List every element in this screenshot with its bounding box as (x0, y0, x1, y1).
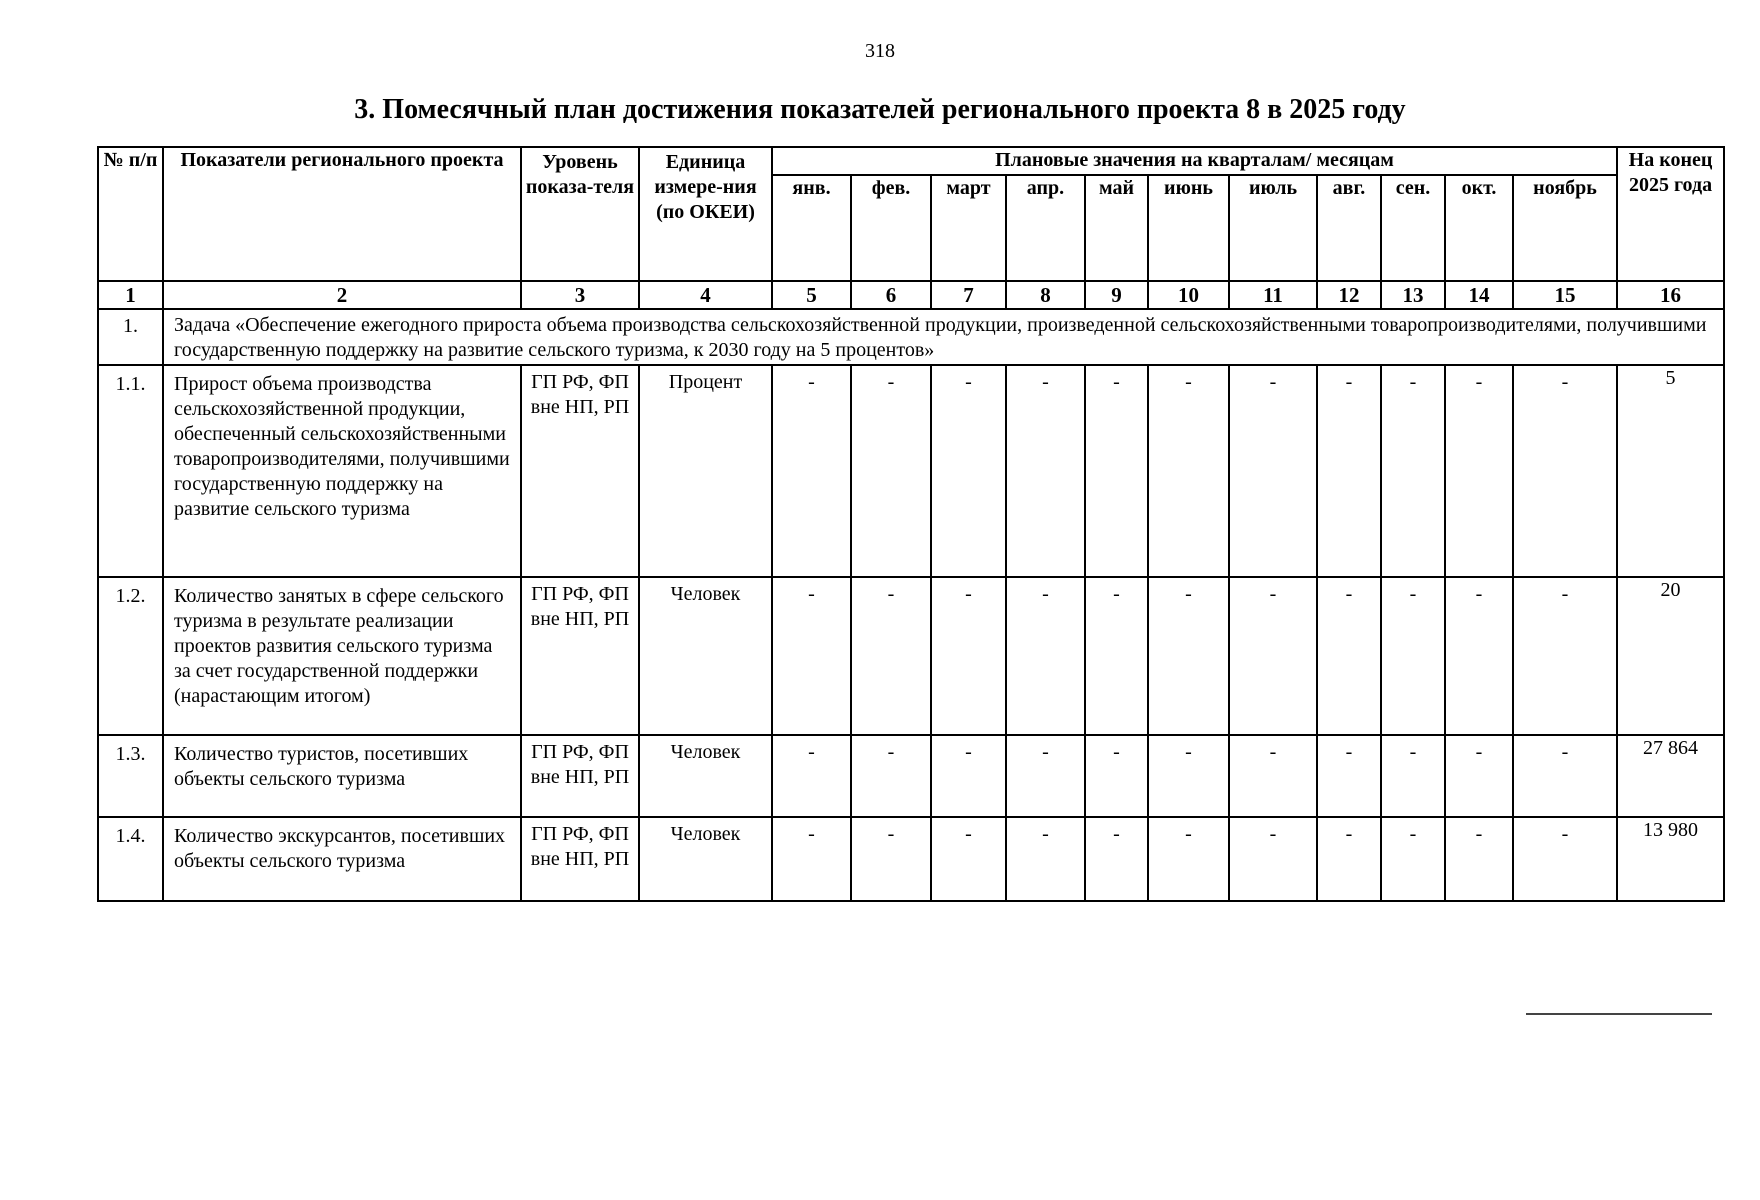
column-number: 9 (1085, 281, 1148, 309)
month-value: - (1445, 735, 1513, 817)
end-of-year-value: 20 (1617, 577, 1724, 735)
column-number: 7 (931, 281, 1006, 309)
header-month: июнь (1148, 175, 1229, 281)
month-value: - (931, 735, 1006, 817)
indicator-unit: Человек (639, 577, 772, 735)
month-value: - (1148, 817, 1229, 901)
header-month: янв. (772, 175, 851, 281)
header-end-of-year: На конец 2025 года (1617, 147, 1724, 281)
column-number: 3 (521, 281, 639, 309)
month-value: - (1006, 735, 1085, 817)
column-number: 10 (1148, 281, 1229, 309)
month-value: - (772, 735, 851, 817)
header-month: март (931, 175, 1006, 281)
end-of-year-value: 5 (1617, 365, 1724, 577)
month-value: - (1148, 365, 1229, 577)
indicator-level: ГП РФ, ФП вне НП, РП (521, 577, 639, 735)
header-month: май (1085, 175, 1148, 281)
header-unit: Единица измере-ния (по ОКЕИ) (639, 147, 772, 281)
footer-divider (1526, 1013, 1712, 1015)
header-num: № п/п (98, 147, 163, 281)
indicator-name: Количество экскурсантов, посетивших объекты сельского туризма (163, 817, 521, 901)
task-number: 1. (98, 309, 163, 365)
month-value: - (1381, 735, 1445, 817)
month-value: - (851, 577, 931, 735)
month-value: - (1006, 577, 1085, 735)
column-number: 1 (98, 281, 163, 309)
indicator-level: ГП РФ, ФП вне НП, РП (521, 365, 639, 577)
header-row-top (98, 147, 1724, 175)
month-value: - (1513, 577, 1617, 735)
header-planned-values: Плановые значения на кварталам/ месяцам (772, 147, 1617, 175)
month-value: - (1085, 365, 1148, 577)
table-row (98, 817, 1724, 901)
column-number: 8 (1006, 281, 1085, 309)
month-value: - (1513, 817, 1617, 901)
header-month: ноябрь (1513, 175, 1617, 281)
indicator-name: Количество занятых в сфере сельского туризма в результате реализации проектов развития сельского туризма за счет государственной поддержки (нарастающим итогом) (163, 577, 521, 735)
column-number: 6 (851, 281, 931, 309)
column-number: 15 (1513, 281, 1617, 309)
page-number: 318 (865, 40, 895, 62)
month-value: - (1317, 735, 1381, 817)
month-value: - (1445, 365, 1513, 577)
indicator-unit: Человек (639, 735, 772, 817)
row-number: 1.3. (98, 735, 163, 817)
column-number: 2 (163, 281, 521, 309)
task-row (98, 309, 1724, 365)
header-month: окт. (1445, 175, 1513, 281)
month-value: - (1229, 577, 1317, 735)
month-value: - (1006, 817, 1085, 901)
month-value: - (1006, 365, 1085, 577)
page-title: 3. Помесячный план достижения показателей регионального проекта 8 в 2025 году (354, 94, 1406, 125)
column-number: 13 (1381, 281, 1445, 309)
month-value: - (1513, 365, 1617, 577)
month-value: - (931, 365, 1006, 577)
end-of-year-value: 13 980 (1617, 817, 1724, 901)
header-level: Уровень показа-теля (521, 147, 639, 281)
month-value: - (1148, 577, 1229, 735)
header-month: сен. (1381, 175, 1445, 281)
header-indicator: Показатели регионального проекта (163, 147, 521, 281)
header-month: авг. (1317, 175, 1381, 281)
column-numbers-row (98, 281, 1724, 309)
month-value: - (1317, 577, 1381, 735)
table-row (98, 577, 1724, 735)
month-value: - (1317, 817, 1381, 901)
indicator-name: Прирост объема производства сельскохозяйственной продукции, обеспеченный сельскохозяйственными товаропроизводителями, получившими государственную поддержку на развитие сельского туризма (163, 365, 521, 577)
month-value: - (1317, 365, 1381, 577)
month-value: - (772, 365, 851, 577)
month-value: - (1381, 817, 1445, 901)
indicator-unit: Процент (639, 365, 772, 577)
month-value: - (1381, 365, 1445, 577)
row-number: 1.1. (98, 365, 163, 577)
indicators-plan-table (97, 146, 1725, 902)
task-text: Задача «Обеспечение ежегодного прироста объема производства сельскохозяйственной продукции, произведенной сельскохозяйственными товаропроизводителями, получившими государственную поддержку на развитие сельского туризма, к 2030 году на 5 процентов» (163, 309, 1724, 365)
header-month: июль (1229, 175, 1317, 281)
month-value: - (1445, 577, 1513, 735)
month-value: - (1381, 577, 1445, 735)
month-value: - (1085, 817, 1148, 901)
month-value: - (851, 735, 931, 817)
column-number: 12 (1317, 281, 1381, 309)
header-month: апр. (1006, 175, 1085, 281)
month-value: - (772, 817, 851, 901)
column-number: 5 (772, 281, 851, 309)
month-value: - (1085, 577, 1148, 735)
month-value: - (1148, 735, 1229, 817)
month-value: - (851, 365, 931, 577)
table-row (98, 365, 1724, 577)
month-value: - (1445, 817, 1513, 901)
month-value: - (1085, 735, 1148, 817)
table-row (98, 735, 1724, 817)
month-value: - (851, 817, 931, 901)
header-month: фев. (851, 175, 931, 281)
month-value: - (931, 817, 1006, 901)
month-value: - (772, 577, 851, 735)
indicator-level: ГП РФ, ФП вне НП, РП (521, 735, 639, 817)
month-value: - (1229, 817, 1317, 901)
column-number: 4 (639, 281, 772, 309)
column-number: 11 (1229, 281, 1317, 309)
row-number: 1.2. (98, 577, 163, 735)
month-value: - (1513, 735, 1617, 817)
indicator-level: ГП РФ, ФП вне НП, РП (521, 817, 639, 901)
row-number: 1.4. (98, 817, 163, 901)
month-value: - (931, 577, 1006, 735)
indicator-name: Количество туристов, посетивших объекты сельского туризма (163, 735, 521, 817)
indicator-unit: Человек (639, 817, 772, 901)
month-value: - (1229, 735, 1317, 817)
end-of-year-value: 27 864 (1617, 735, 1724, 817)
column-number: 16 (1617, 281, 1724, 309)
month-value: - (1229, 365, 1317, 577)
column-number: 14 (1445, 281, 1513, 309)
